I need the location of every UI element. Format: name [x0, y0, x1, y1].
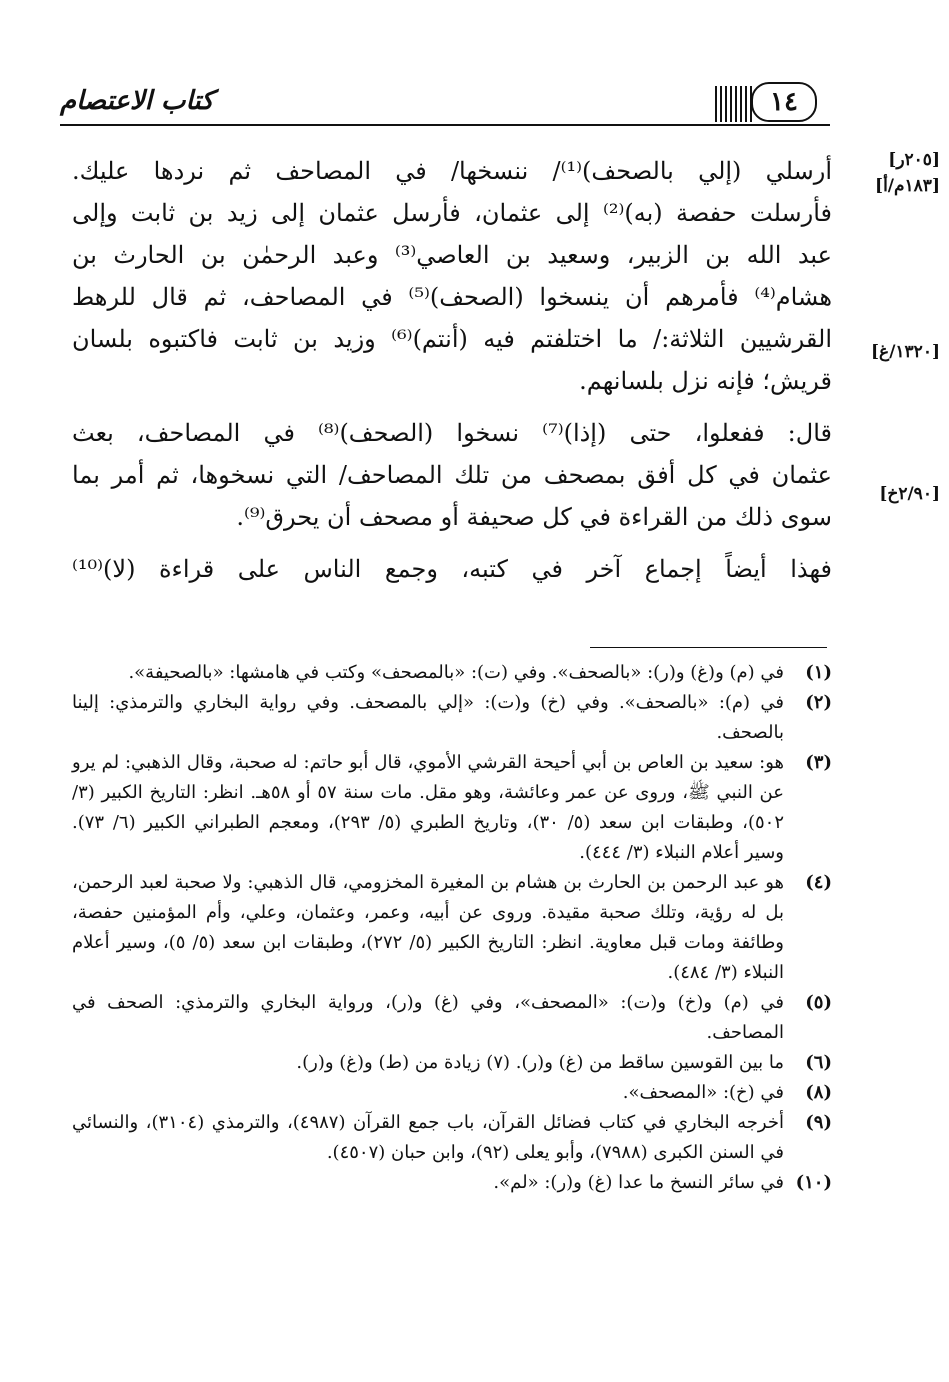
footnote-text: في (خ): «المصحف».: [622, 1082, 784, 1103]
text-line: عثمان في كل أفق بمصحف من تلك المصاحف/ التي نسخوها، ثم أمر بما: [72, 461, 832, 489]
footnote: [72, 988, 832, 1048]
footnote-separator: [590, 647, 827, 648]
page-header: [60, 72, 830, 132]
footnote: [72, 868, 832, 988]
footnote-number: (٩): [805, 1112, 832, 1133]
footnote-number: (٣): [805, 752, 832, 773]
footnote-text: ما بين القوسين ساقط من (غ) و(ر). (٧) زيادة من (ط) و(غ) و(ر).: [296, 1052, 784, 1073]
page-number: ١٤: [751, 82, 817, 122]
footnote-text: في (م) و(غ) و(ر): «بالصحف». وفي (ت): «بالمصحف» وكتب في هامشها: «بالصحيفة».: [128, 662, 784, 683]
footnote-number: (٦): [805, 1052, 832, 1073]
margin-note: [١٣٢٠/غ]: [871, 342, 940, 362]
footnote: [72, 688, 832, 748]
page-number-ornament: [715, 78, 825, 122]
margin-note: [١٨٣م/أ]: [875, 176, 940, 196]
footnote: [72, 1078, 832, 1108]
footnote-number: (٢): [805, 692, 832, 713]
text-line: أرسلي (إلي بالصحف)⁽¹⁾/ ننسخها/ في المصاحف ثم نردها عليك.: [72, 157, 832, 185]
footnote-text: أخرجه البخاري في كتاب فضائل القرآن، باب جمع القرآن (٤٩٨٧)، والترمذي (٣١٠٤)، والنسائي في السنن الكبرى (٧٩٨٨)، وأبو يعلى (٩٢)، وابن حبان (٤٥٠٧).: [72, 1112, 784, 1163]
margin-note: [٢٠٥ر]: [888, 150, 940, 170]
footnote-text: هو عبد الرحمن بن الحارث بن هشام بن المغيرة المخزومي، قال الذهبي: ولا صحبة لعبد الرحمن، بل له رؤية، وتلك صحبة مقيدة. وروى عن أبيه، وعمر، وعثمان، وعلي، وأم المؤمنين حفصة، وطائفة ومات قبل معاوية. انظر: التاريخ الكبير (٥/ ٢٧٢)، وطبقات ابن سعد (٥/ ٥)، وسير أعلام النبلاء (٣/ ٤٨٤).: [72, 872, 784, 983]
header-rule: [60, 124, 830, 126]
footnote-text: هو: سعيد بن العاص بن أبي أحيحة القرشي الأموي، قال أبو حاتم: له صحبة، وقال الذهبي: لم يرو عن النبي ﷺ، وروى عن عمر وعائشة، وهو مقل. مات سنة ٥٧ أو ٥٨هـ. انظر: التاريخ الكبير (٣/ ٥٠٢)، وطبقات ابن سعد (٥/ ٣٠)، وتاريخ الطبري (٥/ ٢٩٣)، ومعجم الطبراني الكبير (٦/ ٧٣). وسير أعلام النبلاء (٣/ ٤٤٤).: [72, 752, 784, 863]
text-line: هشام⁽⁴⁾ فأمرهم أن ينسخوا (الصحف)⁽⁵⁾ في المصاحف، ثم قال للرهط: [72, 283, 833, 311]
footnote: [72, 1048, 832, 1078]
book-title: كتاب الاعتصام: [60, 86, 214, 116]
footnote: [72, 748, 832, 868]
text-line: فهذا أيضاً إجماع آخر في كتبه، وجمع الناس على قراءة (لا)⁽¹⁰⁾: [72, 555, 833, 583]
footnote-number: (١): [805, 662, 832, 683]
text-line: قريش؛ فإنه نزل بلسانهم.: [579, 367, 832, 395]
margin-note: [٢/٩٠خ]: [879, 484, 940, 504]
text-line: فأرسلت حفصة (به)⁽²⁾ إلى عثمان، فأرسل عثمان إلى زيد بن ثابت وإلى: [72, 199, 832, 227]
footnote-number: (١٠): [795, 1172, 832, 1193]
footnote: [72, 1108, 832, 1168]
main-text: [72, 150, 832, 590]
footnote: [72, 1168, 832, 1198]
text-line: سوى ذلك من القراءة في كل صحيفة أو مصحف أن يحرق⁽⁹⁾.: [236, 503, 832, 531]
footnotes: [72, 658, 832, 1198]
footnote-text: في (م) و(خ) و(ت): «المصحف»، وفي (غ) و(ر)، ورواية البخاري والترمذي: الصحف في المصاحف.: [72, 992, 784, 1043]
footnote-number: (٨): [805, 1082, 832, 1103]
footnote-number: (٤): [805, 872, 832, 893]
text-line: عبد الله بن الزبير، وسعيد بن العاصي⁽³⁾ وعبد الرحمٰن بن الحارث بن: [72, 241, 832, 269]
text-line: القرشيين الثلاثة:/ ما اختلفتم فيه (أنتم)⁽⁶⁾ وزيد بن ثابت فاكتبوه بلسان: [72, 325, 832, 353]
footnote-number: (٥): [805, 992, 832, 1013]
text-line: قال: ففعلوا، حتى (إذا)⁽⁷⁾ نسخوا (الصحف)⁽⁸⁾ في المصاحف، بعث: [72, 419, 832, 447]
footnote-text: في سائر النسخ ما عدا (غ) و(ر): «لم».: [493, 1172, 784, 1193]
footnote-text: في (م): «بالصحف». وفي (خ) و(ت): «إلي بالمصحف. وفي رواية البخاري والترمذي: إلينا بالصحف.: [72, 692, 784, 743]
footnote: [72, 658, 832, 688]
ornament-stripes: [715, 86, 755, 122]
